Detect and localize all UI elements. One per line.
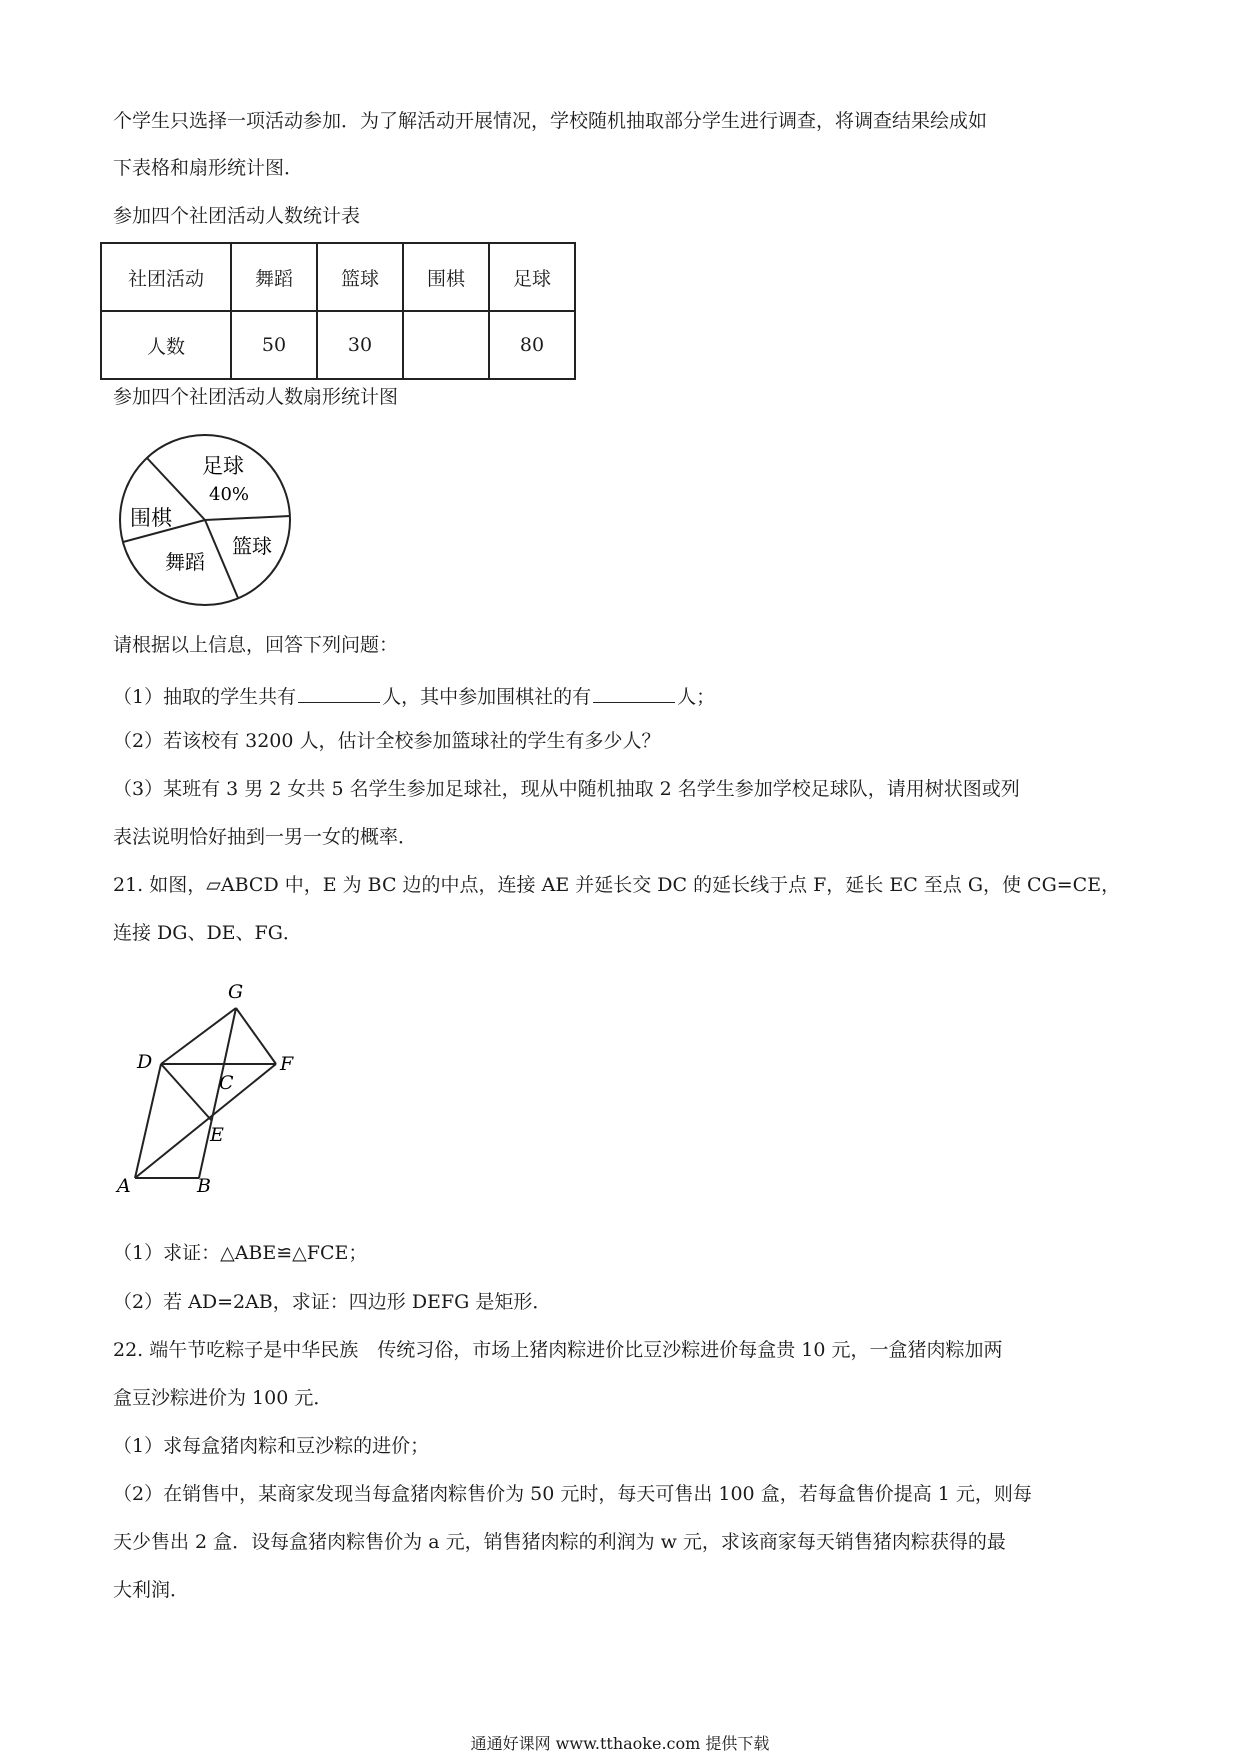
table-header-row — [101, 243, 575, 311]
q22-line-2: 盒豆沙粽进价为 100 元． — [113, 1387, 333, 1409]
segment-de — [161, 1064, 212, 1121]
pie-divider-line — [205, 520, 238, 598]
table-cell: 30 — [317, 311, 403, 379]
page-footer: 通通好课网 www.tthaoke.com 提供下载 — [470, 1734, 770, 1753]
stat-table — [100, 242, 576, 380]
pie-divider-line — [205, 516, 290, 520]
q20-part1-a: （1）抽取的学生共有 — [113, 686, 297, 708]
intro-line-2: 下表格和扇形统计图． — [113, 157, 304, 179]
q20-part2: （2）若该校有 3200 人，估计全校参加篮球社的学生有多少人？ — [113, 730, 661, 752]
q21-part1: （1）求证：△ABE≌△FCE； — [113, 1242, 368, 1264]
intro-line-1: 个学生只选择一项活动参加．为了解活动开展情况，学校随机抽取部分学生进行调查，将调查结果绘成如 — [113, 110, 988, 132]
table-cell: 篮球 — [317, 243, 403, 311]
segment-dg — [161, 1008, 236, 1064]
q21-line-2: 连接 DG、DE、FG． — [113, 922, 302, 944]
q20-prompt: 请根据以上信息，回答下列问题： — [113, 634, 399, 656]
pie-slice-value-football: 40% — [209, 484, 250, 505]
point-label-a: A — [117, 1175, 131, 1197]
point-label-e: E — [210, 1124, 224, 1146]
answer-blank[interactable] — [298, 684, 380, 703]
q20-part3-line-2: 表法说明恰好抽到一男一女的概率． — [113, 826, 418, 848]
point-label-f: F — [280, 1053, 294, 1075]
segment-fg — [236, 1008, 276, 1064]
pie-slice-label-go: 围棋 — [130, 506, 172, 530]
pie-slice-label-basketball: 篮球 — [232, 534, 272, 558]
q20-part1-b: 人，其中参加围棋社的有 — [382, 686, 592, 708]
q22-part2-line-2: 天少售出 2 盒．设每盒猪肉粽售价为 a 元，销售猪肉粽的利润为 w 元，求该商家每天销售猪肉粽获得的最 — [113, 1531, 1006, 1553]
point-label-c: C — [219, 1072, 234, 1094]
q20-part1 — [113, 684, 715, 707]
pie-slice-label-dance: 舞蹈 — [165, 550, 205, 574]
q21-line-1: 21. 如图，▱ABCD 中，E 为 BC 边的中点，连接 AE 并延长交 DC 的延长线于点 F，延长 EC 至点 G，使 CG=CE， — [113, 874, 1121, 896]
q22-line-1: 22. 端午节吃粽子是中华民族 传统习俗，市场上猪肉粽进价比豆沙粽进价每盒贵 10 元，一盒猪肉粽加两 — [113, 1339, 1003, 1361]
chart-title: 参加四个社团活动人数扇形统计图 — [113, 386, 399, 408]
q20-part1-c: 人； — [677, 686, 716, 708]
q20-part3-line-1: （3）某班有 3 男 2 女共 5 名学生参加足球社，现从中随机抽取 2 名学生参加学校足球队，请用树状图或列 — [113, 778, 1020, 800]
q21-part2: （2）若 AD=2AB，求证：四边形 DEFG 是矩形． — [113, 1291, 552, 1313]
table-cell: 足球 — [489, 243, 575, 311]
table-cell: 社团活动 — [101, 243, 231, 311]
table-cell: 人数 — [101, 311, 231, 379]
point-label-g: G — [228, 981, 244, 1003]
pie-chart — [110, 425, 300, 615]
table-data-row — [101, 311, 575, 379]
table-cell — [403, 311, 489, 379]
pie-slice-label-football: 足球 — [202, 454, 244, 478]
table-cell: 50 — [231, 311, 317, 379]
table-cell: 围棋 — [403, 243, 489, 311]
geometry-figure — [115, 980, 315, 1195]
q22-part1: （1）求每盒猪肉粽和豆沙粽的进价； — [113, 1435, 430, 1457]
answer-blank[interactable] — [593, 684, 675, 703]
q22-part2-line-1: （2）在销售中，某商家发现当每盒猪肉粽售价为 50 元时，每天可售出 100 盒，若每盒售价提高 1 元，则每 — [113, 1483, 1032, 1505]
point-label-d: D — [137, 1051, 153, 1073]
point-label-b: B — [197, 1175, 211, 1197]
table-cell: 80 — [489, 311, 575, 379]
q22-part2-line-3: 大利润． — [113, 1579, 190, 1601]
table-title: 参加四个社团活动人数统计表 — [113, 205, 361, 227]
table-cell: 舞蹈 — [231, 243, 317, 311]
